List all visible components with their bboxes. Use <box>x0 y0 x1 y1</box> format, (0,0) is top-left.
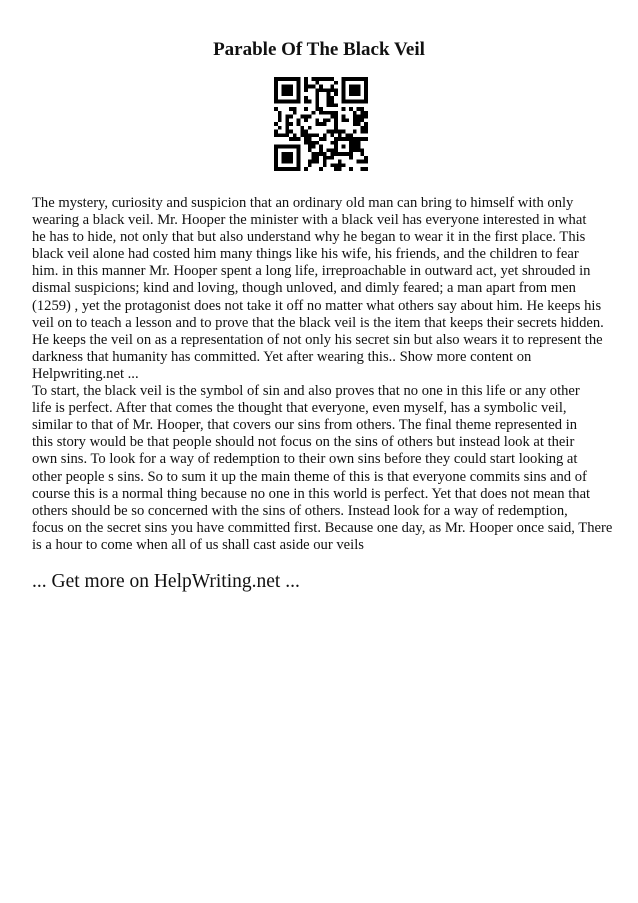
text-line: He keeps the veil on as a representation of not only his secret sin but also wears it to represent the <box>32 331 603 348</box>
text-line: this story would be that people should not focus on the sins of others but instead look at their <box>32 434 575 451</box>
text-line: course this is a normal thing because no one in this world is perfect. Yet that does not mean that <box>32 485 591 502</box>
text-line: (1259) , yet the protagonist does not take it off no matter what others say about him. He keeps his <box>32 297 602 314</box>
text-line: To start, the black veil is the symbol of sin and also proves that no one in this life or any other <box>32 383 580 400</box>
text-line: similar to that of Mr. Hooper, that covers our sins from others. The final theme represented in <box>32 417 578 434</box>
qr-code-icon <box>274 77 368 171</box>
text-line: darkness that humanity has committed. Yet after wearing this.. Show more content on <box>32 348 532 365</box>
text-line: The mystery, curiosity and suspicion that an ordinary old man can bring to himself with only <box>32 195 574 211</box>
text-line: dismal suspicions; kind and loving, though unloved, and dimly feared; a man apart from men <box>32 280 576 297</box>
text-line: him. in this manner Mr. Hooper spent a long life, irreproachable in outward act, yet shrouded in <box>32 263 591 280</box>
text-line: veil on to teach a lesson and to prove that the black veil is the item that keeps their secrets hidden. <box>32 314 604 331</box>
page-title: Parable Of The Black Veil <box>213 39 425 60</box>
text-line: focus on the secret sins you have committed first. Because one day, as Mr. Hooper once said, There <box>32 519 613 536</box>
text-line: wearing a black veil. Mr. Hooper the minister with a black veil has everyone interested in what <box>32 212 587 229</box>
get-more-link[interactable]: ... Get more on HelpWriting.net ... <box>32 571 300 592</box>
text-line: own sins. To look for a way of redemption to their own sins before they could start looking at <box>32 451 578 468</box>
text-line: others should be so concerned with the sins of others. Instead look for a way of redemption, <box>32 502 568 519</box>
text-line: life is perfect. After that comes the thought that everyone, even myself, has a symbolic veil, <box>32 400 567 417</box>
text-line: Helpwriting.net ... <box>32 365 139 382</box>
text-line: other people s sins. So to sum it up the main theme of this is that everyone commits sins and of <box>32 468 587 485</box>
text-line: black veil alone had costed him many things like his wife, his friends, and the children to fear <box>32 246 579 263</box>
essay-body <box>32 195 622 554</box>
text-line: is a hour to come when all of us shall cast aside our veils <box>32 536 364 553</box>
text-line: he has to hide, not only that but also understand why he began to wear it in the first place. This <box>32 229 586 246</box>
